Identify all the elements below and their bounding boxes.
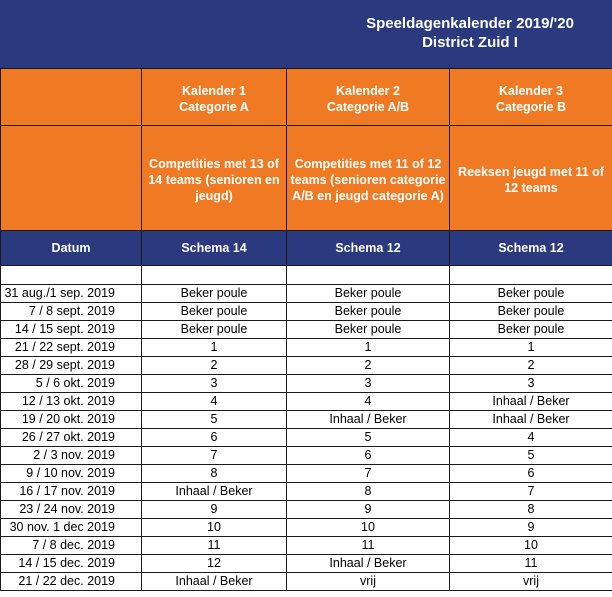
table-row xyxy=(1,285,612,303)
date-cell: 14 / 15 dec. 2019 xyxy=(1,555,142,573)
kalender-1-cell: 8 xyxy=(142,465,287,483)
kalender-2-cell: Beker poule xyxy=(287,285,450,303)
kalender-3-cell: vrij xyxy=(450,573,612,591)
table-row xyxy=(1,519,612,537)
date-cell: 7 / 8 sept. 2019 xyxy=(1,303,142,321)
kalender-1-cell: 4 xyxy=(142,393,287,411)
schema-cell-kalender-1: Schema 14 xyxy=(142,231,287,266)
date-cell: 16 / 17 nov. 2019 xyxy=(1,483,142,501)
date-cell: 19 / 20 okt. 2019 xyxy=(1,411,142,429)
table-row xyxy=(1,465,612,483)
kalender-1-cell: 11 xyxy=(142,537,287,555)
table-row xyxy=(1,447,612,465)
kalender-3-cell: 6 xyxy=(450,465,612,483)
kalender-3-cell: Inhaal / Beker xyxy=(450,411,612,429)
header-cell-kalender-2: Kalender 2 Categorie A/B xyxy=(287,69,450,126)
header-row-description xyxy=(1,126,612,231)
date-cell: 14 / 15 sept. 2019 xyxy=(1,321,142,339)
kalender-3-cell: Inhaal / Beker xyxy=(450,393,612,411)
schema-cell-datum: Datum xyxy=(1,231,142,266)
date-cell: 9 / 10 nov. 2019 xyxy=(1,465,142,483)
kalender-3-cell: 7 xyxy=(450,483,612,501)
desc-cell-empty xyxy=(1,126,142,231)
kalender-2-cell: 8 xyxy=(287,483,450,501)
table-row xyxy=(1,537,612,555)
kalender-2-cell: Beker poule xyxy=(287,321,450,339)
kalender-1-cell: 3 xyxy=(142,375,287,393)
table-row xyxy=(1,411,612,429)
date-cell: 23 / 24 nov. 2019 xyxy=(1,501,142,519)
table-row xyxy=(1,501,612,519)
kalender-3-cell: 8 xyxy=(450,501,612,519)
kalender-2-cell: 10 xyxy=(287,519,450,537)
kalender-1-cell: 12 xyxy=(142,555,287,573)
kalender-3-cell: 9 xyxy=(450,519,612,537)
kalender-2-cell: 9 xyxy=(287,501,450,519)
date-cell: 31 aug./1 sep. 2019 xyxy=(1,285,142,303)
calendar-table xyxy=(0,68,612,591)
kalender-2-cell: 1 xyxy=(287,339,450,357)
table-row xyxy=(1,357,612,375)
table-row xyxy=(1,483,612,501)
kalender-2-cell: vrij xyxy=(287,573,450,591)
date-cell: 30 nov. 1 dec 2019 xyxy=(1,519,142,537)
kalender-3-cell: 4 xyxy=(450,429,612,447)
table-row xyxy=(1,339,612,357)
table-row xyxy=(1,429,612,447)
header-banner xyxy=(0,0,612,68)
kalender-1-cell: Beker poule xyxy=(142,285,287,303)
kalender-2-cell: Inhaal / Beker xyxy=(287,411,450,429)
date-cell: 7 / 8 dec. 2019 xyxy=(1,537,142,555)
kalender-3-cell: Beker poule xyxy=(450,285,612,303)
kalender-2-cell: 2 xyxy=(287,357,450,375)
kalender-1-cell: 6 xyxy=(142,429,287,447)
desc-cell-kalender-2: Competities met 11 of 12 teams (senioren categorie A/B en jeugd categorie A) xyxy=(287,126,450,231)
kalender-3-cell: 10 xyxy=(450,537,612,555)
kalender-1-cell: Beker poule xyxy=(142,303,287,321)
date-cell: 5 / 6 okt. 2019 xyxy=(1,375,142,393)
date-cell: 12 / 13 okt. 2019 xyxy=(1,393,142,411)
spacer-cell xyxy=(450,266,612,285)
kalender-1-cell: 1 xyxy=(142,339,287,357)
table-row xyxy=(1,321,612,339)
desc-cell-kalender-1: Competities met 13 of 14 teams (senioren en jeugd) xyxy=(142,126,287,231)
date-cell: 21 / 22 sept. 2019 xyxy=(1,339,142,357)
table-row xyxy=(1,303,612,321)
kalender-1-cell: 9 xyxy=(142,501,287,519)
date-cell: 21 / 22 dec. 2019 xyxy=(1,573,142,591)
header-cell-kalender-1: Kalender 1 Categorie A xyxy=(142,69,287,126)
header-row-schema xyxy=(1,231,612,266)
kalender-1-cell: Inhaal / Beker xyxy=(142,483,287,501)
document-subtitle: District Zuid I xyxy=(422,34,518,51)
kalender-2-cell: 5 xyxy=(287,429,450,447)
schema-cell-kalender-2: Schema 12 xyxy=(287,231,450,266)
kalender-2-cell: 4 xyxy=(287,393,450,411)
table-row xyxy=(1,375,612,393)
schema-cell-kalender-3: Schema 12 xyxy=(450,231,612,266)
kalender-3-cell: 1 xyxy=(450,339,612,357)
kalender-1-cell: 5 xyxy=(142,411,287,429)
desc-cell-kalender-3: Reeksen jeugd met 11 of 12 teams xyxy=(450,126,612,231)
spacer-row xyxy=(1,266,612,285)
date-cell: 26 / 27 okt. 2019 xyxy=(1,429,142,447)
kalender-2-cell: Inhaal / Beker xyxy=(287,555,450,573)
date-cell: 28 / 29 sept. 2019 xyxy=(1,357,142,375)
kalender-1-cell: Inhaal / Beker xyxy=(142,573,287,591)
kalender-3-cell: 11 xyxy=(450,555,612,573)
kalender-3-cell: 5 xyxy=(450,447,612,465)
document-title: Speeldagenkalender 2019/'20 xyxy=(366,15,574,32)
kalender-3-cell: 2 xyxy=(450,357,612,375)
kalender-3-cell: Beker poule xyxy=(450,303,612,321)
header-cell-empty xyxy=(1,69,142,126)
kalender-1-cell: 2 xyxy=(142,357,287,375)
spacer-cell xyxy=(287,266,450,285)
kalender-2-cell: Beker poule xyxy=(287,303,450,321)
header-cell-kalender-3: Kalender 3 Categorie B xyxy=(450,69,612,126)
table-row xyxy=(1,555,612,573)
kalender-2-cell: 11 xyxy=(287,537,450,555)
kalender-3-cell: 3 xyxy=(450,375,612,393)
spacer-cell xyxy=(142,266,287,285)
date-cell: 2 / 3 nov. 2019 xyxy=(1,447,142,465)
kalender-2-cell: 6 xyxy=(287,447,450,465)
kalender-1-cell: 10 xyxy=(142,519,287,537)
kalender-3-cell: Beker poule xyxy=(450,321,612,339)
kalender-2-cell: 7 xyxy=(287,465,450,483)
kalender-1-cell: 7 xyxy=(142,447,287,465)
header-row-calendar xyxy=(1,69,612,126)
table-row xyxy=(1,393,612,411)
kalender-2-cell: 3 xyxy=(287,375,450,393)
spacer-cell xyxy=(1,266,142,285)
table-row xyxy=(1,573,612,591)
kalender-1-cell: Beker poule xyxy=(142,321,287,339)
